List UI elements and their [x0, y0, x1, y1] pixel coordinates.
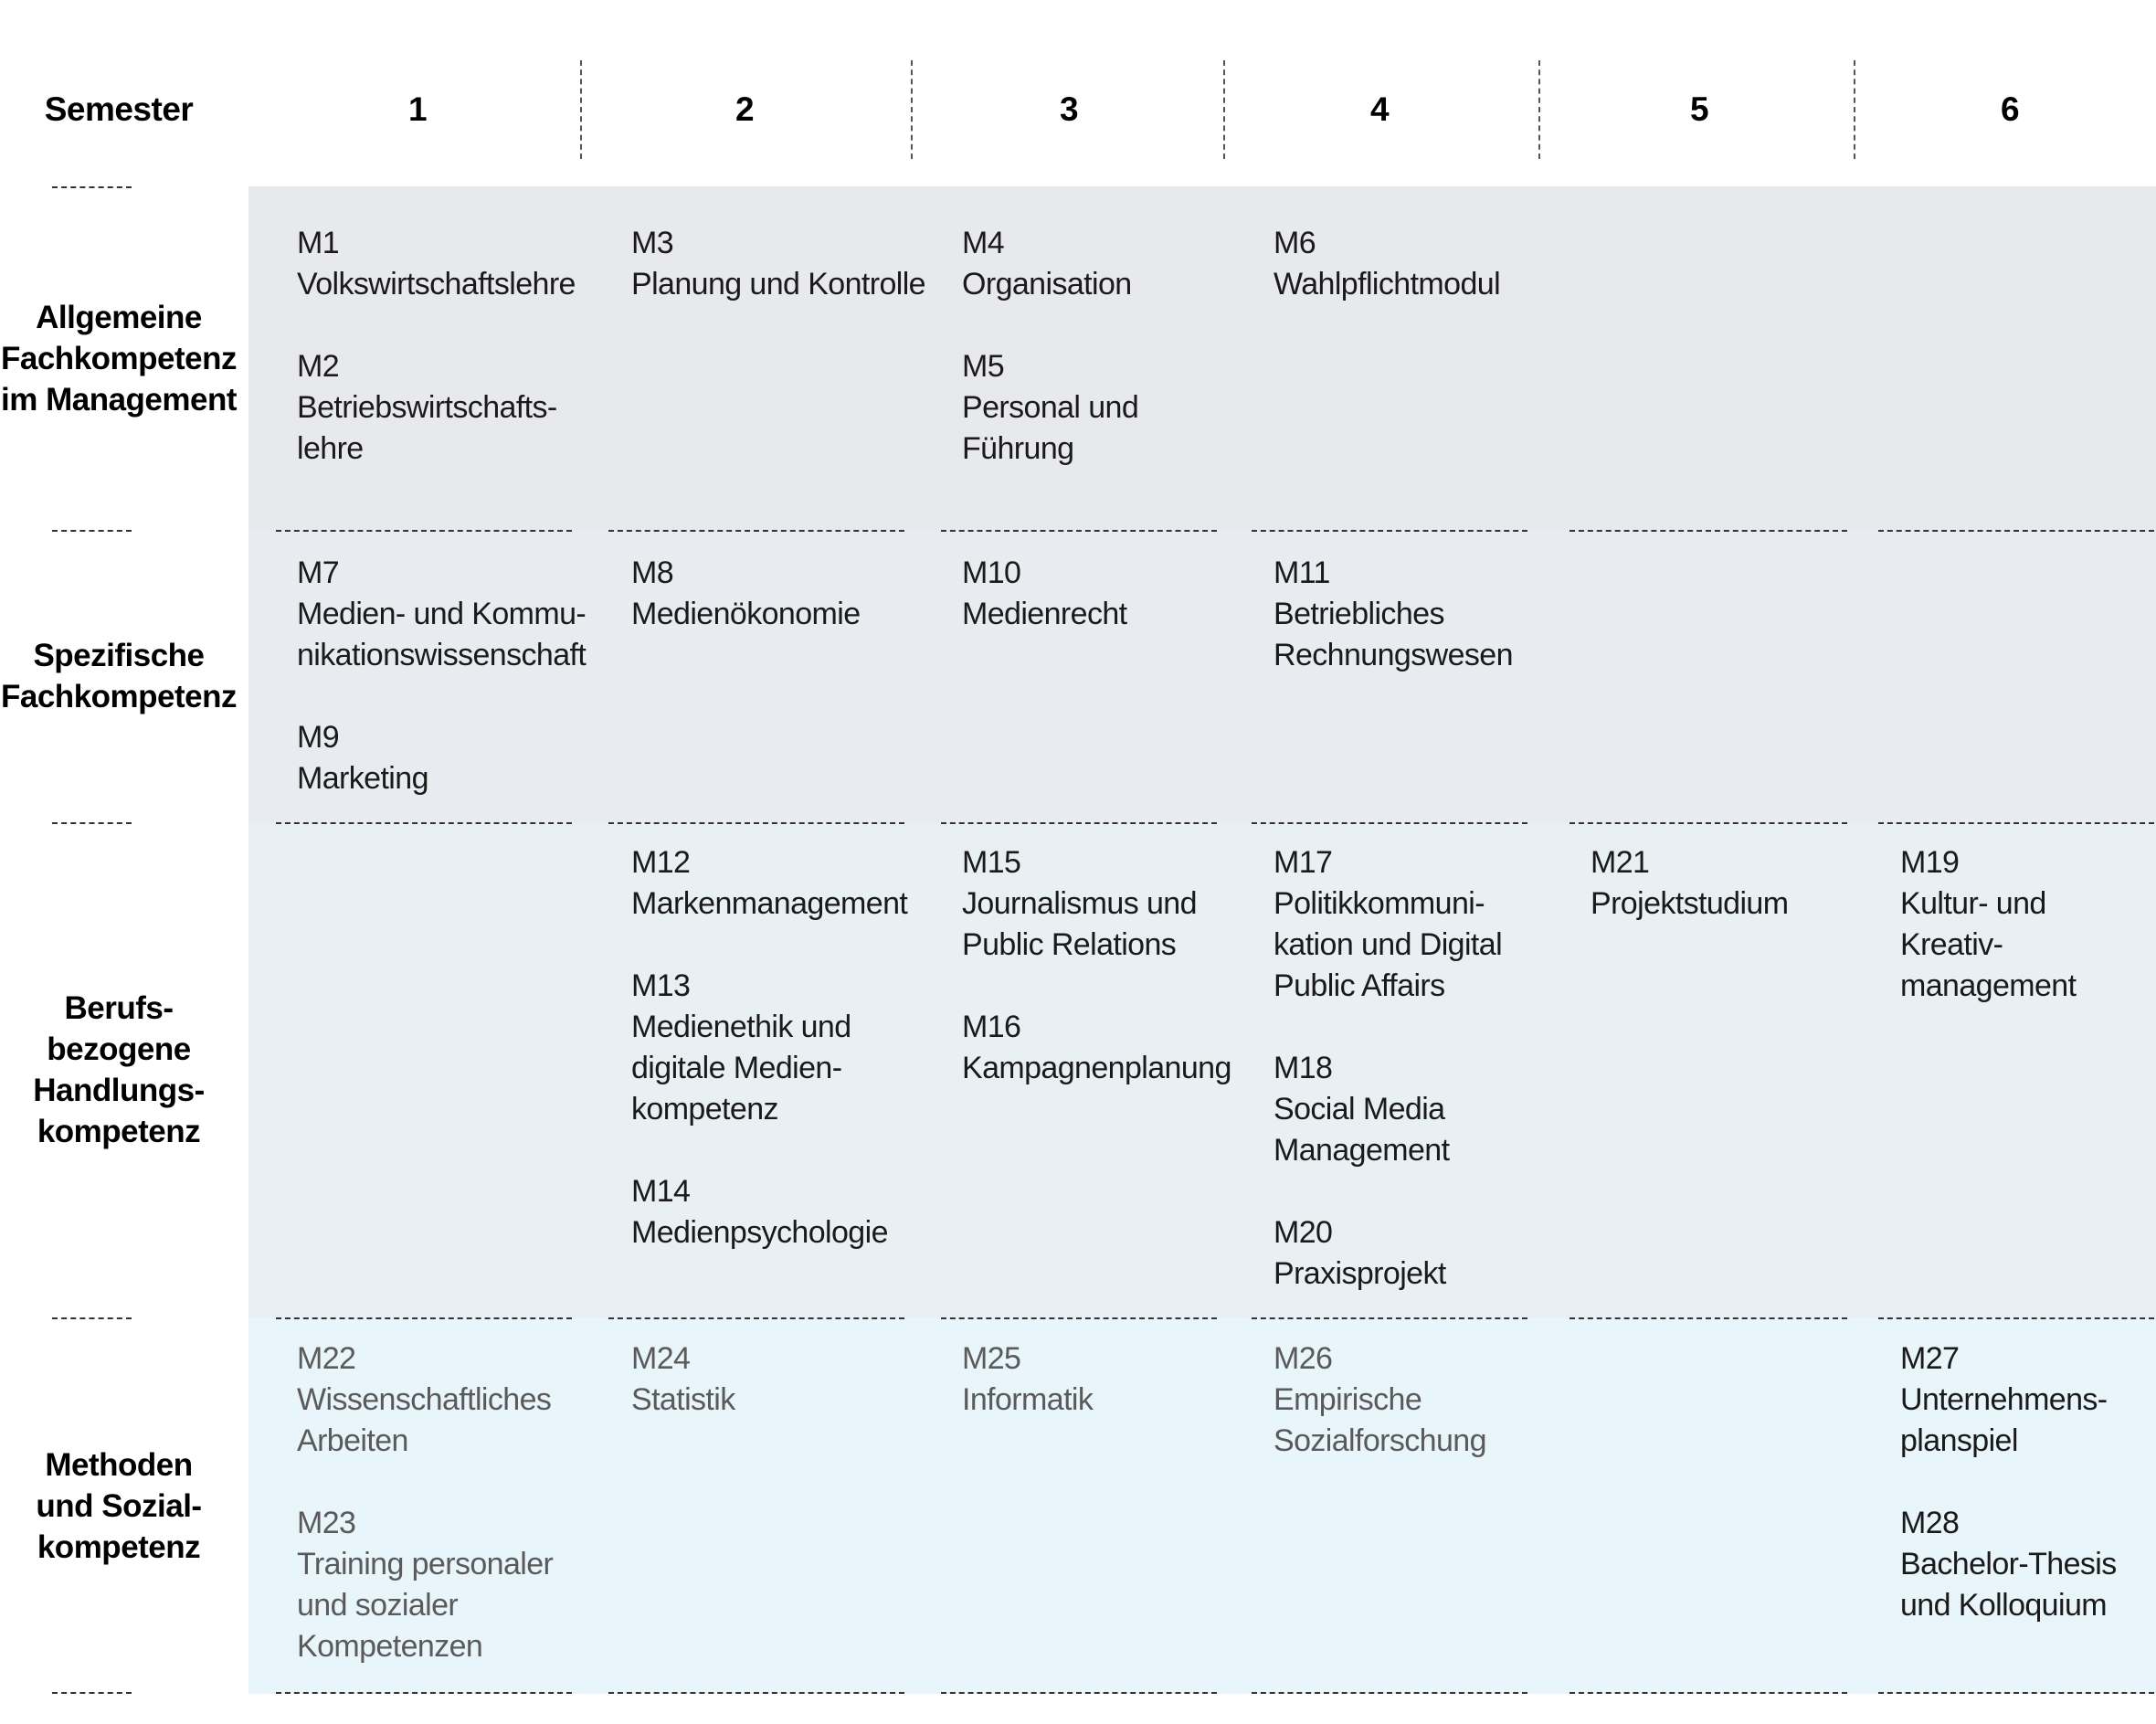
- module-entry: [631, 1338, 735, 1421]
- module-code: M2: [297, 349, 340, 384]
- module-name: Kultur- und Kreativ- management: [1900, 886, 2077, 1003]
- module-code: M21: [1591, 845, 1650, 880]
- module-entry: [631, 1171, 907, 1253]
- module-entry: [962, 346, 1138, 470]
- module-cell: [631, 842, 907, 1253]
- module-name: Medienethik und digitale Medien- kompetenz: [631, 1010, 851, 1126]
- module-name: Medienpsychologie: [631, 1215, 888, 1250]
- cell-separator: [1878, 530, 2154, 532]
- module-entry: [1274, 842, 1502, 1007]
- module-name: Kampagnenplanung: [962, 1051, 1231, 1085]
- module-code: M14: [631, 1174, 691, 1209]
- cell-separator: [608, 822, 904, 824]
- module-entry: [297, 717, 586, 799]
- cell-separator: [1569, 530, 1847, 532]
- module-code: M10: [962, 555, 1021, 590]
- module-cell: [297, 1338, 553, 1667]
- module-cell: [1274, 223, 1500, 305]
- cell-separator: [1878, 822, 2154, 824]
- module-cell: [1900, 842, 2156, 1007]
- row-label-separator: [52, 1317, 132, 1319]
- module-code: M24: [631, 1341, 691, 1376]
- module-name: Unternehmens- planspiel: [1900, 1382, 2108, 1458]
- module-cell: [297, 223, 576, 470]
- module-code: M22: [297, 1341, 356, 1376]
- module-entry: [1900, 842, 2156, 1007]
- semester-divider: [1854, 60, 1855, 159]
- semester-4-header: 4: [1369, 90, 1390, 128]
- semester-5-header: 5: [1689, 90, 1709, 128]
- module-cell: [297, 553, 586, 799]
- module-cell: [962, 553, 1127, 635]
- module-code: M25: [962, 1341, 1021, 1376]
- module-name: Betriebliches Rechnungswesen: [1274, 597, 1513, 672]
- semester-header-label: Semester: [44, 90, 194, 128]
- module-code: M5: [962, 349, 1005, 384]
- module-code: M13: [631, 968, 691, 1003]
- module-entry: [297, 553, 586, 676]
- module-name: Marketing: [297, 761, 428, 796]
- module-entry: [1274, 1338, 1486, 1462]
- semester-divider: [911, 60, 913, 159]
- cell-separator: [608, 1692, 904, 1694]
- cell-separator: [1569, 822, 1847, 824]
- row-label-separator: [52, 822, 132, 824]
- cell-separator: [276, 1317, 572, 1319]
- module-entry: [631, 223, 925, 305]
- cell-separator: [1252, 530, 1527, 532]
- semester-6-header: 6: [2000, 90, 2020, 128]
- cell-separator: [1252, 1692, 1527, 1694]
- cell-separator: [1569, 1692, 1847, 1694]
- module-entry: [297, 1503, 553, 1667]
- semester-divider: [1223, 60, 1225, 159]
- module-cell: [962, 223, 1138, 470]
- module-code: M20: [1274, 1215, 1333, 1250]
- semester-divider: [580, 60, 582, 159]
- module-code: M9: [297, 720, 340, 755]
- module-code: M23: [297, 1506, 356, 1540]
- cell-separator: [608, 1317, 904, 1319]
- module-name: Planung und Kontrolle: [631, 267, 925, 301]
- module-entry: [1900, 1503, 2117, 1626]
- row-label-separator: [52, 1692, 132, 1694]
- cell-separator: [276, 1692, 572, 1694]
- module-cell: [1274, 553, 1513, 676]
- module-name: Organisation: [962, 267, 1132, 301]
- module-cell: [1591, 842, 1788, 925]
- module-name: Statistik: [631, 1382, 735, 1417]
- module-entry: [631, 842, 907, 925]
- module-code: M19: [1900, 845, 1960, 880]
- module-name: Bachelor-Thesis und Kolloquium: [1900, 1547, 2117, 1623]
- module-code: M12: [631, 845, 691, 880]
- module-entry: [962, 1338, 1093, 1421]
- cell-separator: [1569, 1317, 1847, 1319]
- semester-3-header: 3: [1059, 90, 1079, 128]
- module-name: Politikkommuni- kation und Digital Public Affairs: [1274, 886, 1503, 1003]
- cell-separator: [941, 822, 1217, 824]
- cell-separator: [276, 530, 572, 532]
- module-code: M3: [631, 226, 674, 260]
- module-entry: [1274, 553, 1513, 676]
- module-name: Markenmanagement: [631, 886, 908, 921]
- module-cell: [962, 842, 1231, 1089]
- module-code: M1: [297, 226, 340, 260]
- module-entry: [1274, 1048, 1502, 1171]
- row-label-general: Allgemeine Fachkompetenz im Management: [1, 299, 237, 418]
- module-entry: [962, 842, 1231, 966]
- module-name: Informatik: [962, 1382, 1094, 1417]
- module-name: Wissenschaftliches Arbeiten: [297, 1382, 552, 1458]
- module-name: Social Media Management: [1274, 1092, 1450, 1168]
- module-entry: [962, 1007, 1231, 1089]
- module-name: Wahlpflichtmodul: [1274, 267, 1501, 301]
- module-entry: [297, 346, 576, 470]
- module-code: M17: [1274, 845, 1333, 880]
- module-cell: [631, 223, 925, 305]
- module-entry: [631, 966, 907, 1130]
- row-label-separator: [52, 530, 132, 532]
- row-label-professional: Berufs- bezogene Handlungs- kompetenz: [33, 990, 205, 1149]
- row-label-specific: Spezifische Fachkompetenz: [1, 638, 237, 714]
- module-name: Training personaler und sozialer Kompetenzen: [297, 1547, 554, 1664]
- module-code: M8: [631, 555, 674, 590]
- semester-2-header: 2: [735, 90, 755, 128]
- cell-separator: [941, 1692, 1217, 1694]
- module-name: Medienrecht: [962, 597, 1127, 631]
- row-label-separator: [52, 186, 132, 188]
- module-cell: [1274, 1338, 1486, 1462]
- module-code: M18: [1274, 1051, 1333, 1085]
- cell-separator: [941, 530, 1217, 532]
- module-code: M28: [1900, 1506, 1960, 1540]
- cell-separator: [941, 1317, 1217, 1319]
- module-name: Empirische Sozialforschung: [1274, 1382, 1486, 1458]
- module-name: Medien- und Kommu- nikationswissenschaft: [297, 597, 587, 672]
- module-cell: [1900, 1338, 2117, 1626]
- cell-separator: [276, 822, 572, 824]
- row-label-methods: Methoden und Sozial- kompetenz: [36, 1446, 202, 1565]
- semester-1-header: 1: [407, 90, 428, 128]
- module-name: Personal und Führung: [962, 390, 1139, 466]
- module-entry: [962, 223, 1138, 305]
- module-entry: [1591, 842, 1788, 925]
- semester-divider: [1538, 60, 1540, 159]
- module-name: Praxisprojekt: [1274, 1256, 1446, 1291]
- module-name: Volkswirtschaftslehre: [297, 267, 576, 301]
- module-code: M15: [962, 845, 1021, 880]
- module-entry: [1274, 1212, 1502, 1295]
- cell-separator: [608, 530, 904, 532]
- module-code: M6: [1274, 226, 1316, 260]
- module-code: M11: [1274, 555, 1330, 590]
- module-cell: [1274, 842, 1502, 1295]
- module-name: Betriebswirtschafts- lehre: [297, 390, 557, 466]
- module-cell: [962, 1338, 1093, 1421]
- module-name: Journalismus und Public Relations: [962, 886, 1197, 962]
- module-entry: [631, 553, 861, 635]
- module-name: Projektstudium: [1591, 886, 1789, 921]
- module-code: M4: [962, 226, 1005, 260]
- module-name: Medienökonomie: [631, 597, 861, 631]
- module-code: M7: [297, 555, 340, 590]
- cell-separator: [1252, 1317, 1527, 1319]
- module-entry: [1900, 1338, 2117, 1462]
- cell-separator: [1878, 1317, 2154, 1319]
- module-entry: [297, 223, 576, 305]
- cell-separator: [1252, 822, 1527, 824]
- module-entry: [1274, 223, 1500, 305]
- module-cell: [631, 553, 861, 635]
- cell-separator: [1878, 1692, 2154, 1694]
- module-code: M27: [1900, 1341, 1960, 1376]
- module-code: M16: [962, 1010, 1021, 1044]
- module-cell: [631, 1338, 735, 1421]
- module-entry: [297, 1338, 553, 1462]
- module-entry: [962, 553, 1127, 635]
- module-code: M26: [1274, 1341, 1333, 1376]
